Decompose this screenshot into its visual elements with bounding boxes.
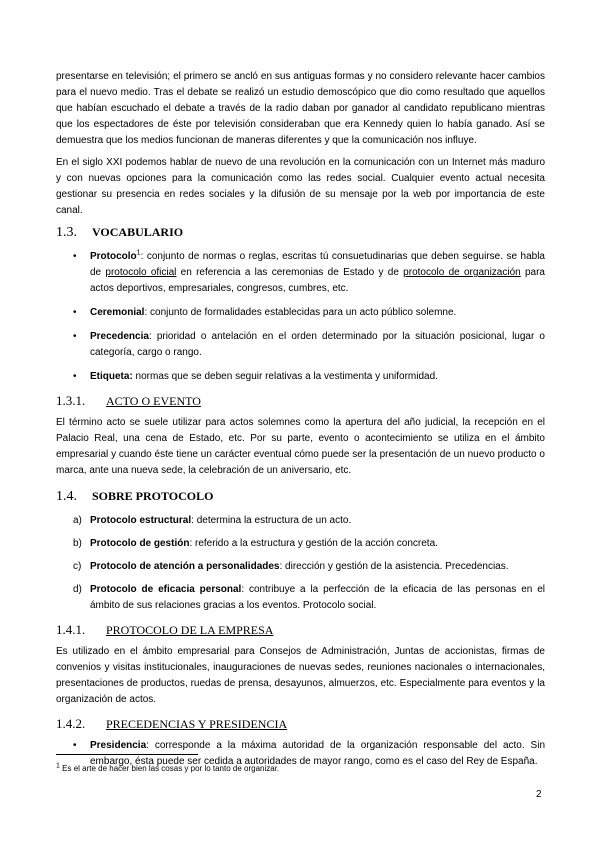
heading-title: SOBRE PROTOCOLO [92, 489, 214, 503]
heading-1-3 [56, 225, 545, 241]
bullet-icon: • [73, 740, 77, 751]
list-marker: b) [73, 538, 82, 549]
list-item: • Protocolo$^1$: conjunto de normas o reglas, escritas tú consuetudinarias que deben seguirse. se habla de protocolo oficial en referencia a las ceremonias de Estado y de protocolo de organización para actos deportivos, empresariales, congresos, cumbres, etc. [73, 249, 545, 294]
bullet-icon: • [73, 251, 77, 262]
list-item: b) Protocolo de gestión: referido a la estructura y gestión de la acción concreta. [56, 536, 545, 552]
bullet-icon: • [73, 307, 77, 318]
paragraph-intro-1: presentarse en televisión; el primero se ancló en sus antiguas formas y no considero relevante hacer cambios para el nuevo medio. Tras el debate se realizó un estudio demoscópico que dio como resultado que aquellos que habían escuchado el debate a través de la radio daban por ganador al candidato republicano mientras que los espectadores de éste por televisión consideraban que era Kennedy quien lo había ganado. Así se demuestra que los medios funcionan de maneras diferentes y que la comunicación nos influye. [56, 71, 545, 146]
heading-title: ACTO O EVENTO [106, 394, 201, 408]
underlined-term-protocolo-oficial: protocolo oficial [105, 267, 177, 278]
term: Protocolo [90, 251, 137, 262]
paragraph-acto-evento: El término acto se suele utilizar para actos solemnes como la apertura del año judicial, la recepción en el Palacio Real, una cena de Estado, etc. Por su parte, evento o acontecimiento se utiliza en el ámbito empresarial y cuando éste tiene un carácter eventual cómo puede ser la presentación de un nuevo producto o marca, ante una nueva sede, la celebración de un aniversario, etc. [56, 417, 545, 476]
list-item: • Etiqueta: normas que se deben seguir relativas a la vestimenta y uniformidad. [56, 369, 545, 385]
list-marker: a) [73, 515, 82, 526]
page-number: 2 [536, 789, 542, 800]
term: Protocolo estructural [90, 515, 192, 526]
heading-title: PRECEDENCIAS Y PRESIDENCIA [106, 717, 288, 731]
heading-1-4-1 [56, 622, 545, 638]
footnote-ref[interactable]: 1 [136, 249, 141, 257]
underlined-term-protocolo-organizacion: protocolo de organización [403, 267, 521, 278]
list-item: c) Protocolo de atención a personalidades: dirección y gestión de la asistencia. Precedencias. [56, 559, 545, 575]
bullet-icon: • [73, 371, 77, 382]
heading-number: 1.3.1. [56, 393, 86, 408]
footnote-text: Es el arte de hacer bien las cosas y por lo tanto de organizar. [62, 764, 280, 773]
footnote-mark: 1 [56, 762, 60, 770]
list-item: d) Protocolo de eficacia personal: contribuye a la perfección de la eficacia de las personas en el ámbito de sus relaciones gracias a los eventos. Protocolo social. [73, 584, 545, 611]
heading-1-4-2 [56, 716, 545, 732]
term: Protocolo de gestión [90, 538, 190, 549]
footnote-divider [56, 754, 198, 755]
term: Presidencia [90, 740, 147, 751]
term: Ceremonial [90, 307, 145, 318]
paragraph-protocolo-empresa: Es utilizado en el ámbito empresarial para Consejos de Administración, Juntas de accionistas, firmas de convenios y visitas institucionales, inauguraciones de nuevas sedes, reuniones nacionales o internacionales, presentaciones de productos, ruedas de prensa, desayunos, almuerzos, etc. Especialmente para eventos y la organización de actos. [56, 646, 545, 705]
heading-number: 1.4.2. [56, 716, 86, 731]
term: Protocolo de eficacia personal [90, 584, 242, 595]
footnote [56, 763, 279, 775]
list-item: • Precedencia: prioridad o antelación en el orden determinado por la situación posicional, lugar o categoría, cargo o rango. [73, 331, 545, 358]
list-marker: c) [73, 561, 82, 572]
paragraph-intro-2: En el siglo XXI podemos hablar de nuevo de una revolución en la comunicación con un Internet más maduro y con nuevas opciones para la comunicación como las redes social. Cualquier evento actual necesita gestionar su presencia en redes sociales y la difusión de su mensaje por la web por importancia de este canal. [56, 157, 545, 216]
protocol-types-list [56, 513, 545, 614]
bullet-icon: • [73, 331, 77, 342]
heading-title: VOCABULARIO [92, 225, 184, 239]
heading-number: 1.3. [56, 225, 77, 240]
list-item: • Presidencia: corresponde a la máxima autoridad de la organización responsable del acto. Sin embargo, ésta puede ser cedida a autoridades de mayor rango, como es el caso del Rey de España. [73, 740, 545, 767]
list-item: a) Protocolo estructural: determina la estructura de un acto. [56, 513, 545, 529]
list-item: • Ceremonial: conjunto de formalidades establecidas para un acto público solemne. [56, 305, 545, 321]
term: Etiqueta: [90, 371, 133, 382]
heading-1-4 [56, 489, 545, 505]
page-body [56, 69, 545, 778]
heading-title: PROTOCOLO DE LA EMPRESA [106, 623, 274, 637]
heading-1-3-1 [56, 393, 545, 409]
heading-number: 1.4.1. [56, 622, 86, 637]
list-marker: d) [73, 584, 82, 595]
term: Precedencia [90, 331, 149, 342]
vocabulary-list [56, 249, 545, 385]
heading-number: 1.4. [56, 489, 77, 504]
term: Protocolo de atención a personalidades [90, 561, 280, 572]
